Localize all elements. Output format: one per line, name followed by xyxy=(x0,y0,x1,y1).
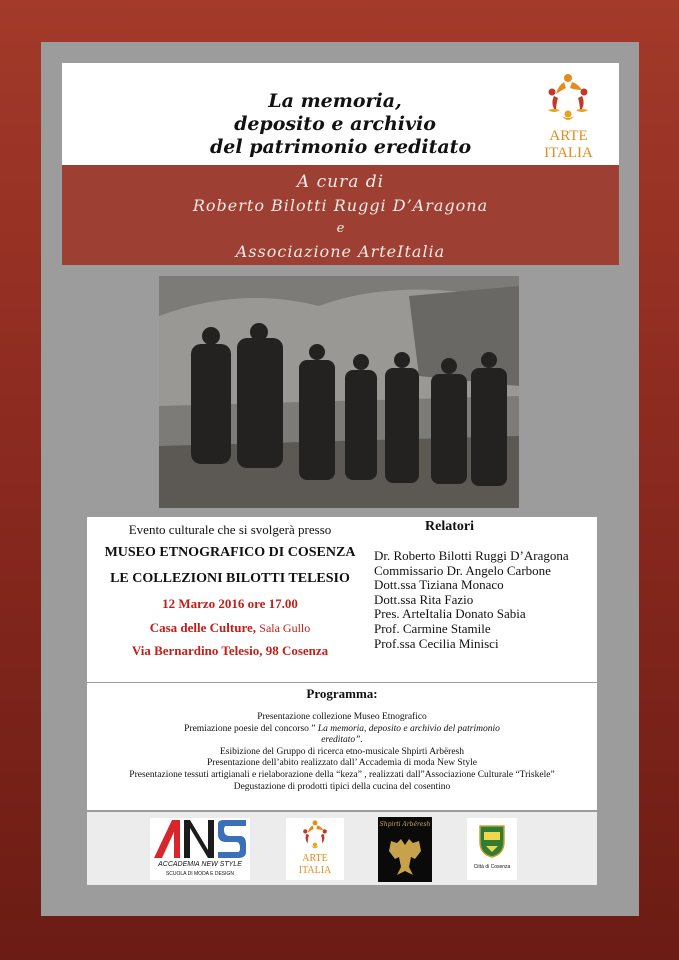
shpirti-text: Shpirti Arbëresh xyxy=(379,821,431,828)
speaker-item: Pres. ArteItalia Donato Sabia xyxy=(374,606,526,622)
title-line-3: del patrimonio ereditato xyxy=(210,136,472,158)
program-list xyxy=(87,712,597,793)
poster-title xyxy=(210,90,472,159)
arteitalia-logo xyxy=(526,70,611,162)
cosenza-crest-icon xyxy=(478,824,506,858)
speaker-item: Prof.ssa Cecilia Minisci xyxy=(374,635,499,651)
speakers-list xyxy=(374,549,569,651)
event-intro: Evento culturale che si svolgerà presso xyxy=(128,522,332,537)
citta-di-cosenza-logo xyxy=(467,818,517,880)
museum-name: MUSEO ETNOGRAFICO DI COSENZA xyxy=(104,545,356,560)
curator-block xyxy=(62,170,619,264)
cosenza-text: Città di Cosenza xyxy=(473,864,511,870)
title-line-1: La memoria, xyxy=(268,90,402,112)
event-address: Via Bernardino Telesio, 98 Cosenza xyxy=(131,643,329,658)
speakers-title: Relatori xyxy=(425,519,474,534)
accademia-letters-icon xyxy=(150,818,250,860)
program-item xyxy=(87,724,597,736)
title-line-2: deposito e archivio xyxy=(234,113,436,135)
program-title: Programma: xyxy=(306,686,378,701)
event-date: 12 Marzo 2016 ore 17.00 xyxy=(162,596,298,611)
curator-label: A cura di xyxy=(296,172,385,192)
speaker-item: Commissario Dr. Angelo Carbone xyxy=(374,562,551,578)
arteitalia-small-dancers-icon xyxy=(286,818,344,852)
arteitalia-small-text2: ITALIA xyxy=(298,865,332,876)
program-item-continuation: ereditato”. xyxy=(321,735,363,746)
shpirti-arberesh-logo xyxy=(378,817,432,882)
speaker-item: Dott.ssa Tiziana Monaco xyxy=(374,577,504,593)
accademia-new-style-logo xyxy=(150,818,250,880)
accademia-subtitle: SCUOLA DI MODA E DESIGN xyxy=(165,871,235,877)
arteitalia-small-text1: ARTE xyxy=(302,853,328,864)
speaker-item: Dott.ssa Rita Fazio xyxy=(374,591,474,607)
arteitalia-dancers-icon xyxy=(536,70,600,126)
venue-name: Casa delle Culture, xyxy=(149,620,257,635)
historical-group-photo xyxy=(159,276,519,508)
venue-room: Sala Gullo xyxy=(259,621,311,635)
double-eagle-icon xyxy=(387,837,423,877)
curator-name: Roberto Bilotti Ruggi D’Aragona xyxy=(192,196,489,215)
speaker-item: Dr. Roberto Bilotti Ruggi D’Aragona xyxy=(374,548,569,563)
collection-name: LE COLLEZIONI BILOTTI TELESIO xyxy=(110,571,350,586)
logo-text-arte: ARTE xyxy=(549,128,588,144)
program-item: Presentazione dell’abito realizzato dall’ Accademia di moda New Style xyxy=(207,758,477,769)
program-item-poem-title: La memoria, deposito e archivio del patrimonio xyxy=(317,723,500,734)
speaker-item: Prof. Carmine Stamile xyxy=(374,620,491,636)
program-item: Esibizione del Gruppo di ricerca etno-musicale Shpirti Arbëresh xyxy=(219,746,465,757)
program-item: Presentazione tessuti artigianali e rielaborazione della “keza” , realizzati dall”Associazione Culturale “Triskele” xyxy=(129,769,555,780)
curator-association: Associazione ArteItalia xyxy=(235,242,446,261)
event-venue xyxy=(87,620,373,636)
program-item: Presentazione collezione Museo Etnografico xyxy=(257,712,427,722)
program-item-prefix: Premiazione poesie del concorso ” xyxy=(184,723,316,734)
logo-text-italia: ITALIA xyxy=(544,145,593,161)
program-item: Degustazione di prodotti tipici della cucina del cosentino xyxy=(233,781,451,792)
accademia-name: ACCADEMIA NEW STYLE xyxy=(158,861,242,868)
curator-conjunction: e xyxy=(336,221,345,236)
arteitalia-small-logo xyxy=(286,818,344,880)
